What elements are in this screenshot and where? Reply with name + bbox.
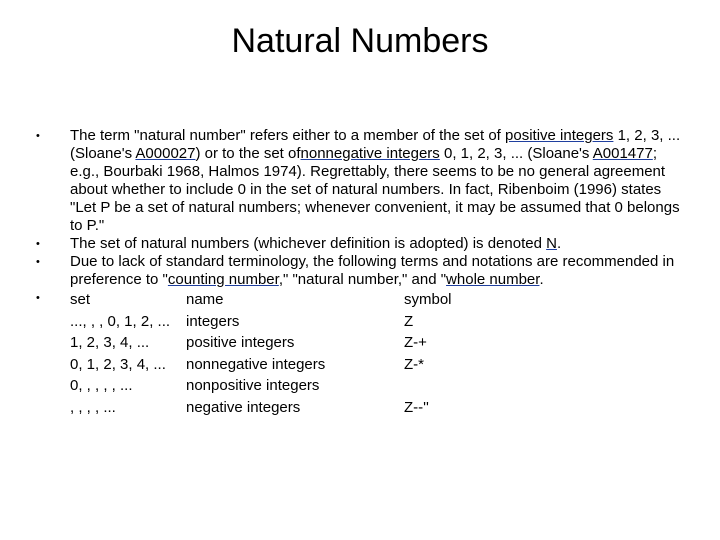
text: ," "natural number," and " xyxy=(278,271,447,288)
slide-title: Natural Numbers xyxy=(231,22,489,60)
bullet-marker: • xyxy=(36,130,40,142)
text: . xyxy=(556,235,562,252)
cell-symbol: Z xyxy=(404,312,414,330)
link-a000027[interactable]: A000027 xyxy=(135,145,196,162)
bullet-marker: • xyxy=(36,292,40,304)
link-n[interactable]: N xyxy=(546,235,557,252)
cell-name: negative integers xyxy=(186,398,301,416)
text: ; e.g., Bourbaki 1968, Halmos 1974). Regrettably, there seems to be no general agreement about whether to include 0 in the set of natural numbers. In fact, Ribenboim (1996) states "Let P be a set of natural numbers; whenever convenient, it may be assumed that 0 belongs to P." xyxy=(70,145,680,234)
text: . xyxy=(539,271,544,288)
notation-table xyxy=(70,289,452,419)
text: 1, 2, 3, ... (Sloane's xyxy=(70,127,681,162)
bullet-marker: • xyxy=(36,256,40,268)
bullet-item-definition xyxy=(36,127,684,235)
cell-set: , , , , ... xyxy=(70,398,116,416)
link-positive-integers[interactable]: positive integers xyxy=(505,127,614,144)
table-row xyxy=(70,375,452,397)
text: The set of natural numbers (whichever definition is adopted) is denoted xyxy=(70,235,547,252)
cell-set: 0, , , , , ... xyxy=(70,377,133,395)
cell-set: 1, 2, 3, 4, ... xyxy=(70,334,150,352)
cell-set: 0, 1, 2, 3, 4, ... xyxy=(70,355,166,373)
text: The term "natural number" refers either to a member of the set of xyxy=(70,127,506,144)
table-row xyxy=(70,397,452,419)
text: 0, 1, 2, 3, ... (Sloane's xyxy=(439,145,593,162)
link-whole-number[interactable]: whole number xyxy=(446,271,540,288)
cell-name: positive integers xyxy=(186,334,295,352)
cell-name: nonpositive integers xyxy=(186,377,320,395)
table-header-row xyxy=(70,289,452,311)
header-symbol: symbol xyxy=(404,291,452,308)
table-row xyxy=(70,354,452,376)
link-nonnegative-integers[interactable]: nonnegative integers xyxy=(300,145,440,162)
cell-symbol: Z--'' xyxy=(404,398,429,416)
bullet-marker: • xyxy=(36,238,40,250)
cell-symbol xyxy=(404,375,452,397)
table-row xyxy=(70,332,452,354)
cell-name: integers xyxy=(186,312,240,330)
header-set: set xyxy=(70,291,91,308)
bullet-item-terminology xyxy=(36,253,684,289)
cell-symbol: Z-+ xyxy=(404,334,427,352)
link-counting-number[interactable]: counting number xyxy=(167,271,279,288)
header-name: name xyxy=(186,291,224,308)
bullet-item-notation xyxy=(36,235,684,253)
text: Due to lack of standard terminology, the following terms and notations are recommended in preference to " xyxy=(70,253,675,288)
table-row xyxy=(70,311,452,333)
bullet-item-table xyxy=(36,289,684,419)
text: ) or to the set of xyxy=(195,145,301,162)
cell-name: nonnegative integers xyxy=(186,355,326,373)
cell-set: ..., , , 0, 1, 2, ... xyxy=(70,312,171,330)
cell-symbol: Z-* xyxy=(404,355,424,373)
bullet-list xyxy=(36,127,684,419)
link-a001477[interactable]: A001477 xyxy=(592,145,653,162)
